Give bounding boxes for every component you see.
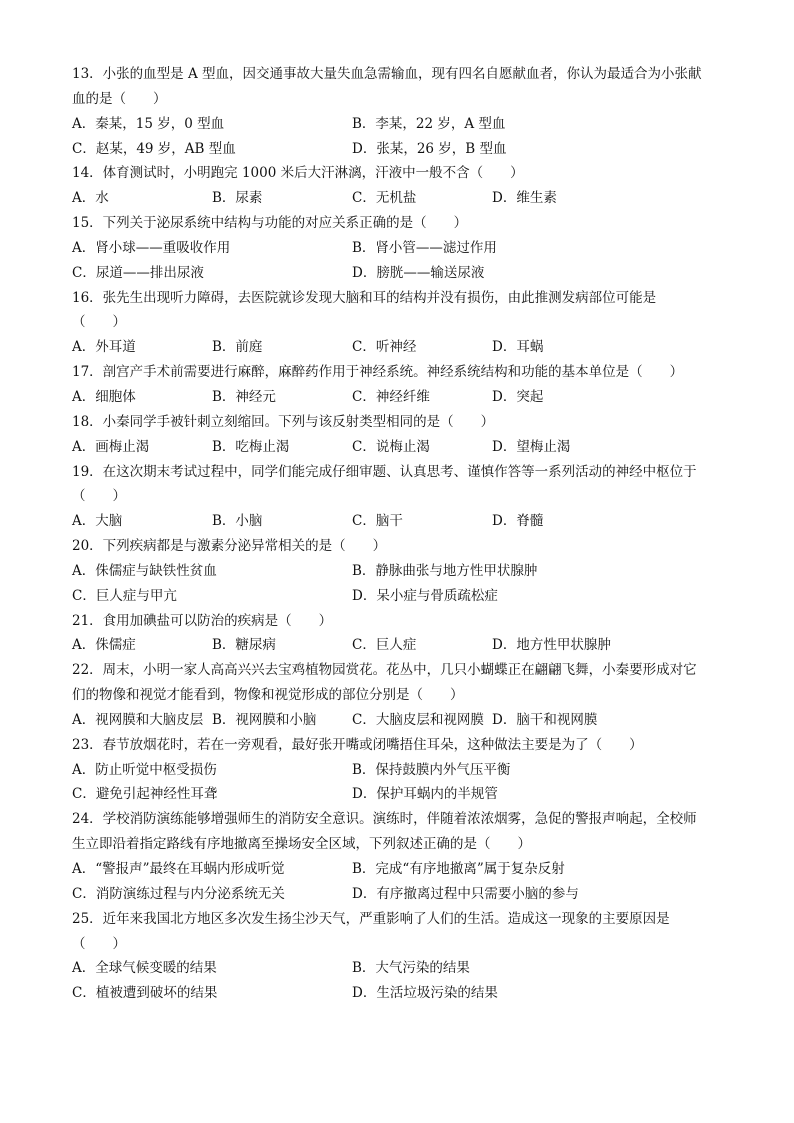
option-b: B．保持鼓膜内外气压平衡 [352, 761, 511, 778]
option-b: B．肾小管——滤过作用 [352, 239, 497, 256]
option-a: A．视网膜和大脑皮层 [72, 711, 204, 728]
option-c: C．赵某，49 岁，AB 型血 [72, 140, 236, 157]
option-c: C．脑干 [352, 513, 403, 530]
question-stem: 21．食用加碘盐可以防治的疾病是（ ） [72, 612, 333, 629]
option-c: C．植被遭到破坏的结果 [72, 985, 218, 1002]
question-stem: 19．在这次期末考试过程中，同学们能完成仔细审题、认真思考、谨慎作答等一系列活动的神经中枢位于 [72, 463, 697, 480]
option-a: A．画梅止渴 [72, 438, 150, 455]
option-c: C．巨人症与甲亢 [72, 587, 177, 604]
question-stem: 16．张先生出现听力障碍，去医院就诊发现大脑和耳的结构并没有损伤，由此推测发病部位可能是 [72, 289, 657, 306]
option-d: D．保护耳蜗内的半规管 [352, 786, 498, 803]
option-c: C．巨人症 [352, 637, 417, 654]
option-d: D．生活垃圾污染的结果 [352, 985, 498, 1002]
option-a: A．侏儒症 [72, 637, 136, 654]
options-row [72, 559, 732, 584]
option-d: D．耳蜗 [492, 339, 544, 356]
option-d: D．有序撤离过程中只需要小脑的参与 [352, 885, 579, 902]
option-b: B．李某，22 岁，A 型血 [352, 115, 506, 132]
option-d: D．张某，26 岁，B 型血 [352, 140, 507, 157]
option-c: C．尿道——排出尿液 [72, 264, 204, 281]
option-b: B．尿素 [212, 190, 263, 207]
option-b: B．神经元 [212, 388, 276, 405]
options-row [72, 956, 732, 981]
options-row [72, 981, 732, 1006]
question-stem: 17．剖宫产手术前需要进行麻醉，麻醉药作用于神经系统。神经系统结构和功能的基本单位是（ ） [72, 364, 684, 381]
options-row [72, 509, 732, 534]
options-row [72, 335, 732, 360]
question-stem: 15．下列关于泌尿系统中结构与功能的对应关系正确的是（ ） [72, 215, 468, 232]
option-a: A．水 [72, 190, 109, 207]
question-stem: 血的是（ ） [72, 90, 167, 107]
option-d: D．突起 [492, 388, 544, 405]
options-row [72, 236, 732, 261]
option-d: D．脑干和视网膜 [492, 711, 598, 728]
option-c: C．无机盐 [352, 190, 417, 207]
question-stem: 们的物像和视觉才能看到，物像和视觉形成的部位分别是（ ） [72, 687, 464, 704]
options-row [72, 584, 732, 609]
option-a: A．细胞体 [72, 388, 136, 405]
option-d: D．膀胱——输送尿液 [352, 264, 485, 281]
exam-page [72, 62, 732, 1006]
option-c: C．听神经 [352, 339, 417, 356]
option-a: A．“警报声”最终在耳蜗内形成听觉 [72, 861, 285, 877]
option-b: B．前庭 [212, 339, 263, 356]
options-row [72, 882, 732, 907]
option-d: D．脊髓 [492, 513, 544, 530]
options-row [72, 137, 732, 162]
question-stem: 25．近年来我国北方地区多次发生扬尘沙天气，严重影响了人们的生活。造成这一现象的主要原因是 [72, 910, 670, 927]
question-stem: （ ） [72, 314, 126, 331]
option-a: A．大脑 [72, 513, 123, 530]
question-stem: 24．学校消防演练能够增强师生的消防安全意识。演练时，伴随着浓浓烟雾，急促的警报声响起，全校师 [72, 811, 697, 828]
option-d: D．维生素 [492, 190, 557, 207]
option-c: C．说梅止渴 [352, 438, 430, 455]
option-b: B．完成“有序地撤离”属于复杂反射 [352, 861, 565, 877]
option-c: C．大脑皮层和视网膜 [352, 711, 484, 728]
option-b: B．小脑 [212, 513, 263, 530]
option-a: A．侏儒症与缺铁性贫血 [72, 562, 217, 579]
option-b: B．静脉曲张与地方性甲状腺肿 [352, 562, 538, 579]
option-d: D．望梅止渴 [492, 438, 571, 455]
options-row [72, 782, 732, 807]
option-b: B．大气污染的结果 [352, 960, 470, 977]
option-d: D．呆小症与骨质疏松症 [352, 587, 498, 604]
option-b: B．吃梅止渴 [212, 438, 290, 455]
option-c: C．神经纤维 [352, 388, 430, 405]
option-a: A．全球气候变暖的结果 [72, 960, 217, 977]
options-row [72, 435, 732, 460]
question-stem: 23．春节放烟花时，若在一旁观看，最好张开嘴或闭嘴捂住耳朵，这种做法主要是为了（ ） [72, 736, 643, 753]
question-stem: 13．小张的血型是 A 型血，因交通事故大量失血急需输血，现有四名自愿献血者，你认为最适合为小张献 [72, 66, 702, 82]
option-a: A．防止听觉中枢受损伤 [72, 761, 217, 778]
options-row [72, 857, 732, 882]
option-b: B．视网膜和小脑 [212, 711, 317, 728]
question-stem: 20．下列疾病都是与激素分泌异常相关的是（ ） [72, 538, 387, 555]
options-row [72, 261, 732, 286]
option-b: B．糖尿病 [212, 637, 276, 654]
question-stem: （ ） [72, 935, 126, 952]
question-stem: 18．小秦同学手被针刺立刻缩回。下列与该反射类型相同的是（ ） [72, 413, 495, 430]
option-a: A．秦某，15 岁，0 型血 [72, 115, 225, 132]
options-row [72, 112, 732, 137]
options-row [72, 633, 732, 658]
question-stem: （ ） [72, 488, 126, 505]
option-a: A．外耳道 [72, 339, 136, 356]
options-row [72, 708, 732, 733]
option-a: A．肾小球——重吸收作用 [72, 239, 231, 256]
option-c: C．避免引起神经性耳聋 [72, 786, 218, 803]
option-d: D．地方性甲状腺肿 [492, 637, 611, 654]
question-stem: 生立即沿着指定路线有序地撤离至操场安全区域，下列叙述正确的是（ ） [72, 836, 531, 853]
option-c: C．消防演练过程与内分泌系统无关 [72, 885, 285, 902]
question-stem: 14．体育测试时，小明跑完 1000 米后大汗淋漓，汗液中一般不含（ ） [72, 165, 524, 182]
options-row [72, 186, 732, 211]
options-row [72, 385, 732, 410]
options-row [72, 758, 732, 783]
question-stem: 22．周末，小明一家人高高兴兴去宝鸡植物园赏花。花丛中，几只小蝴蝶正在翩翩飞舞，小秦要形成对它 [72, 662, 697, 679]
